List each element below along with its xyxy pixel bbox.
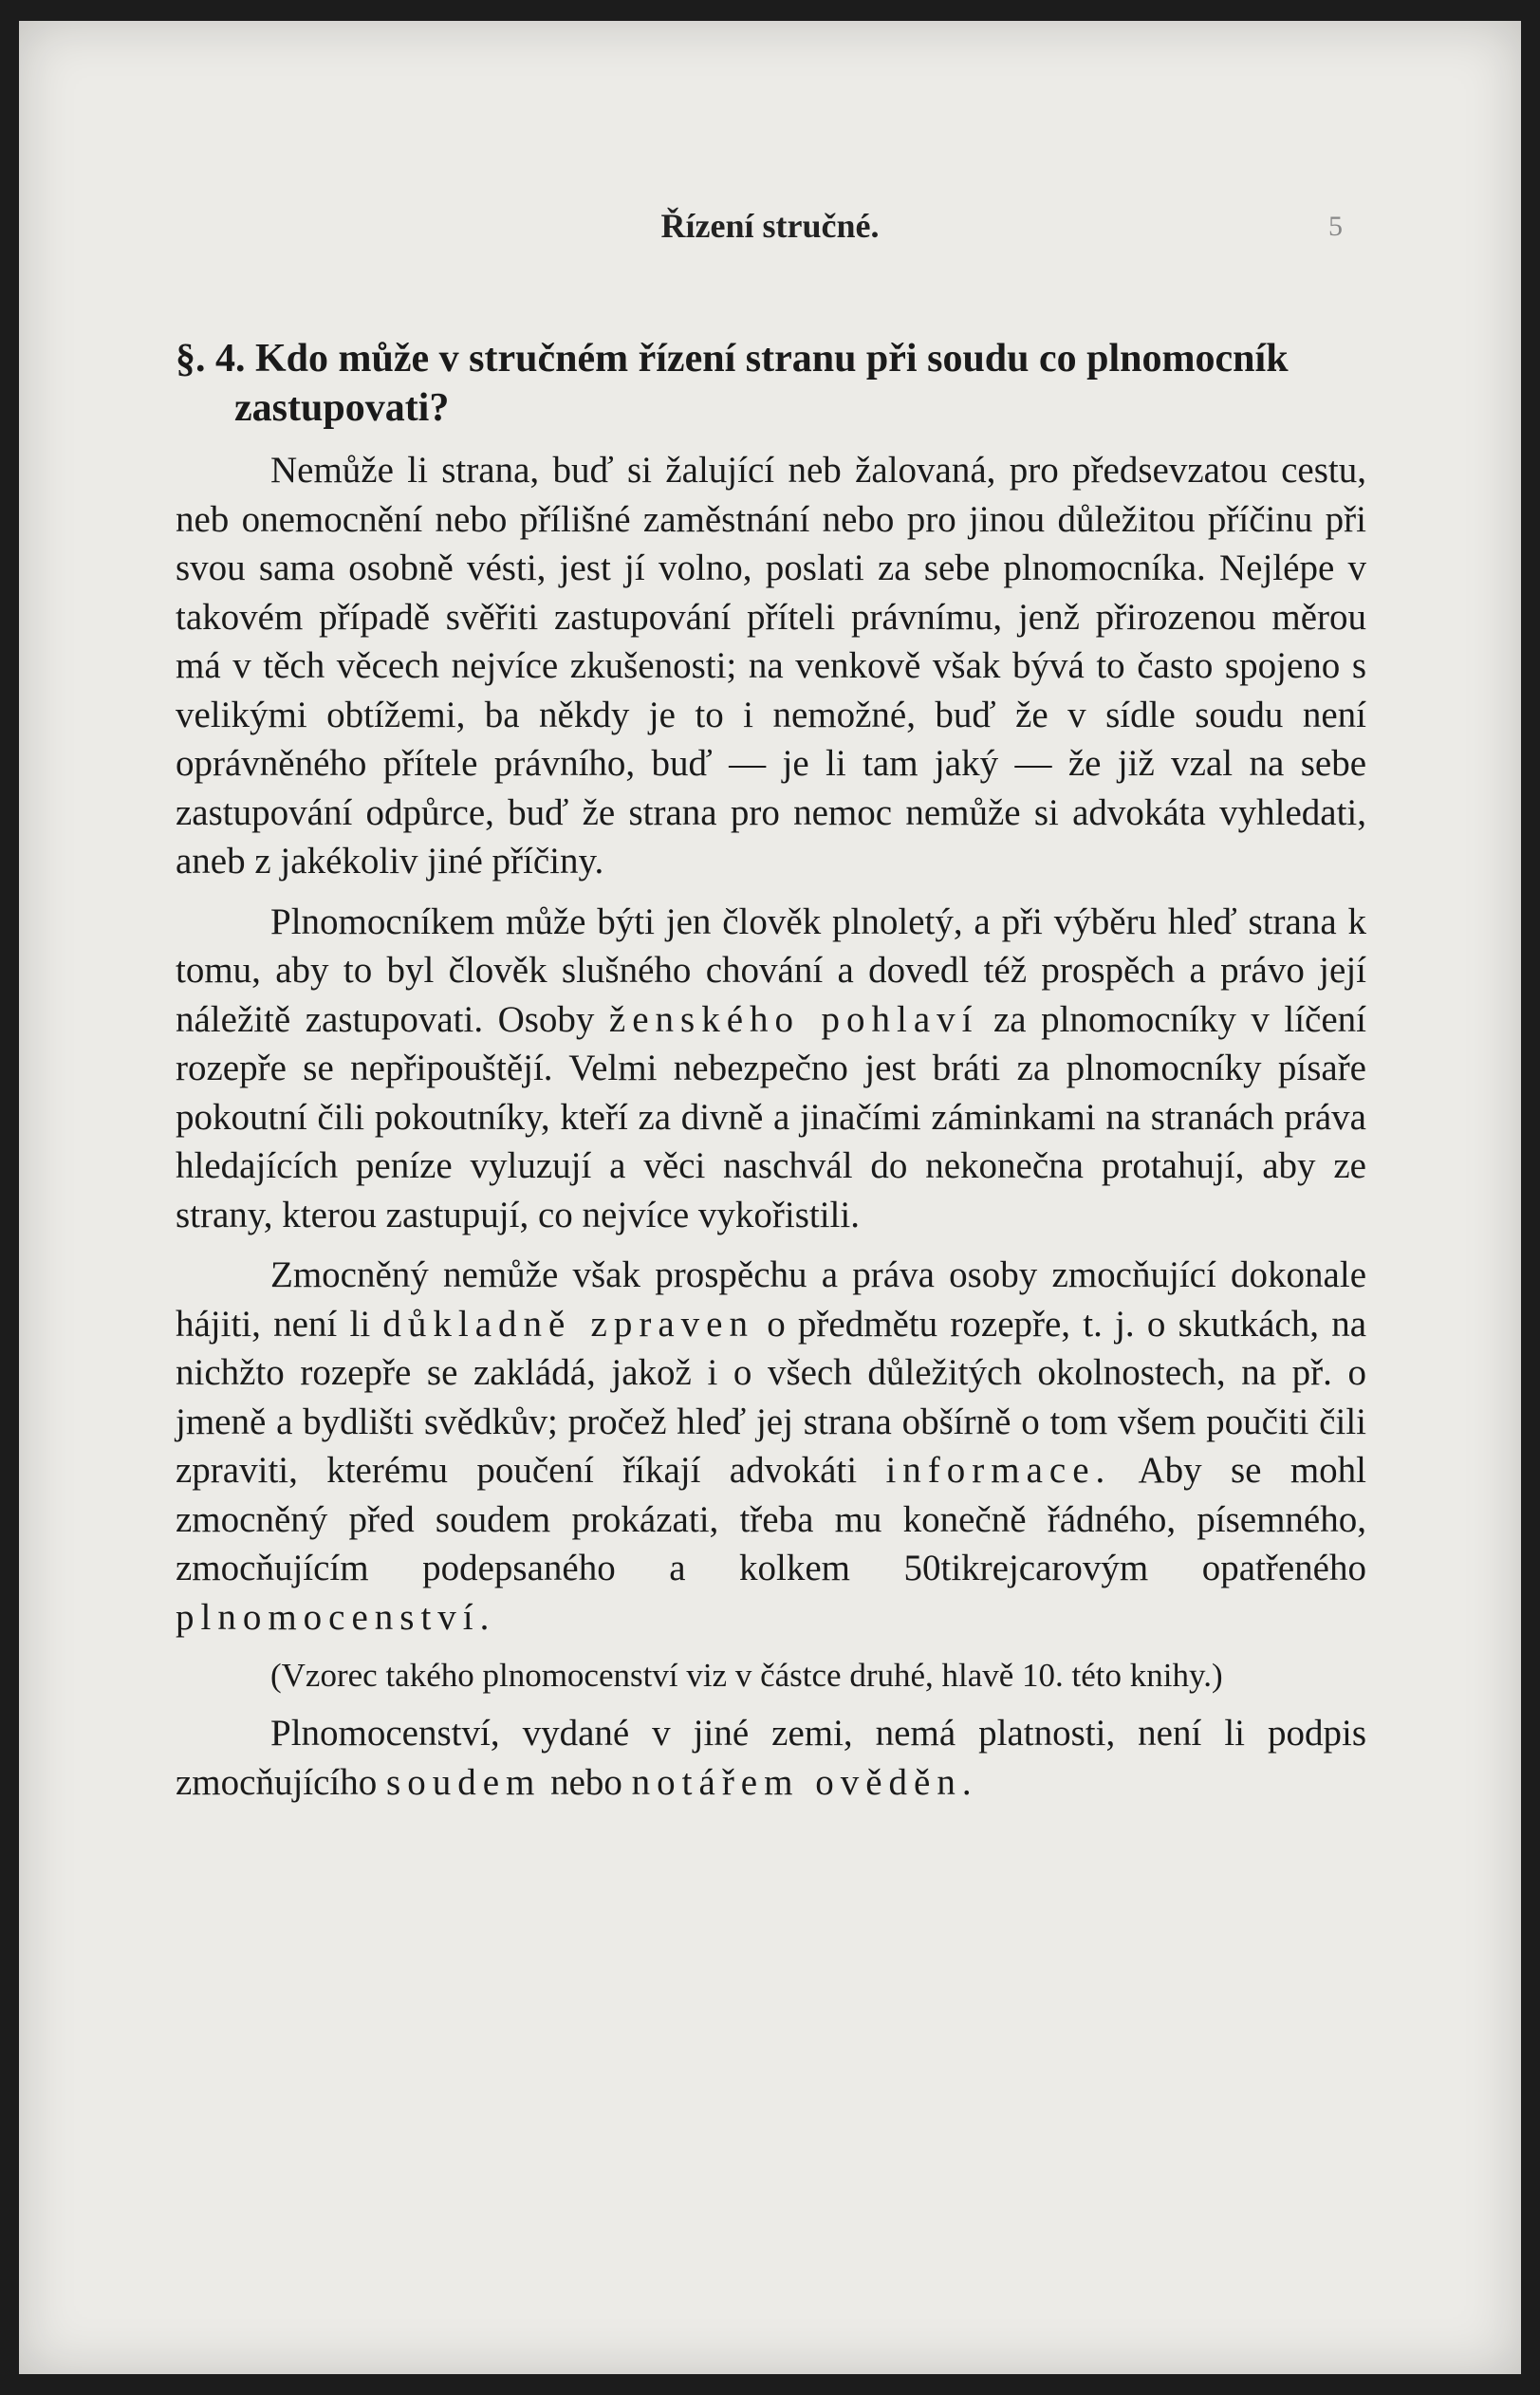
- page-number: 5: [1328, 211, 1343, 242]
- section-heading: [176, 334, 1366, 433]
- paragraph-3-text-b: o předmětu rozepře, t. j. o skutkách, na nichžto rozepře se zakládá, jakož i o všech důležitých okolnostech, na př. o jmeně a bydlišti svědkův; pročež hleď jej strana obšírně o tom všem poučiti čili zpraviti, kterému poučení říkají advokáti: [176, 1303, 1367, 1491]
- section-title: Kdo může v stručném řízení stranu při soudu co plnomocník zastupovati?: [234, 337, 1289, 430]
- paragraph-5-emphasis-a: soudem: [386, 1761, 542, 1803]
- running-head: Řízení stručné.: [660, 207, 880, 245]
- paragraph-5-text-a: Plnomocenství, vydané v jiné zemi, nemá platnosti, není li podpis zmocňujícího: [176, 1713, 1366, 1803]
- document-page: [19, 21, 1521, 2374]
- paragraph-5-text-b: nebo: [550, 1761, 622, 1803]
- paragraph-1: Nemůže li strana, buď si žalující neb žalovaná, pro předsevzatou cestu, neb onemocnění nebo přílišné zaměstnání nebo pro jinou důležitou příčinu při svou sama osobně vésti, jest jí volno, poslati za sebe plnomocníka. Nejlépe v takovém případě svěřiti zastupování příteli právnímu, jenž přirozenou měrou má v těch věcech nejvíce zkušenosti; na venkově však bývá to často spojeno s velikými obtížemi, ba někdy je to i nemožné, buď že v sídle soudu není oprávněného přítele právního, buď — je li tam jaký — že již vzal na sebe zastupování odpůrce, buď že strana pro nemoc nemůže si advokáta vyhledati, aneb z jakékoliv jiné příčiny.: [176, 450, 1366, 882]
- paragraph-2: [176, 898, 1366, 1240]
- paragraph-3-emphasis-c: plnomocenství.: [176, 1596, 496, 1638]
- paragraph-3-emphasis-b: informace.: [885, 1450, 1112, 1491]
- paragraph-3-text-a: Zmocněný nemůže však prospěchu a práva osoby zmocňující dokonale hájiti, není li: [176, 1254, 1366, 1345]
- paragraph-3-text-c: Aby se mohl zmocněný před soudem prokázati, třeba mu konečně řádného, písemného, zmocňujícím podepsaného a kolkem 50tikrejcarovým opatřeného: [176, 1450, 1367, 1588]
- paragraph-2-emphasis: ženského pohlaví: [608, 998, 979, 1040]
- reference-note: (Vzorec takého plnomocenství viz v částce druhé, hlavě 10. této knihy.): [270, 1657, 1223, 1694]
- paragraph-2-text-b: za plnomocníky v líčení rozepře se nepřipouštějí. Velmi nebezpečno jest bráti za plnomocníky písaře pokoutní čili pokoutníky, kteří za divně a jinačími záminkami na stranách práva hledajících peníze vyluzují a věci naschvál do nekonečna protahují, aby ze strany, kterou zastupují, co nejvíce vykořistili.: [176, 998, 1366, 1235]
- paragraph-5: [176, 1709, 1366, 1807]
- paragraph-3: [176, 1251, 1366, 1642]
- section-number: §. 4.: [176, 337, 246, 381]
- paragraph-3-emphasis-a: důkladně zpraven: [382, 1303, 754, 1345]
- page-content: [176, 334, 1366, 1818]
- paragraph-2-text-a: Plnomocníkem může býti jen člověk plnoletý, a při výběru hleď strana k tomu, aby to byl člověk slušného chování a dovedl též prospěch a právo její náležitě zastupovati. Osoby: [176, 900, 1366, 1040]
- paragraph-5-emphasis-b: notářem ověděn.: [631, 1761, 978, 1803]
